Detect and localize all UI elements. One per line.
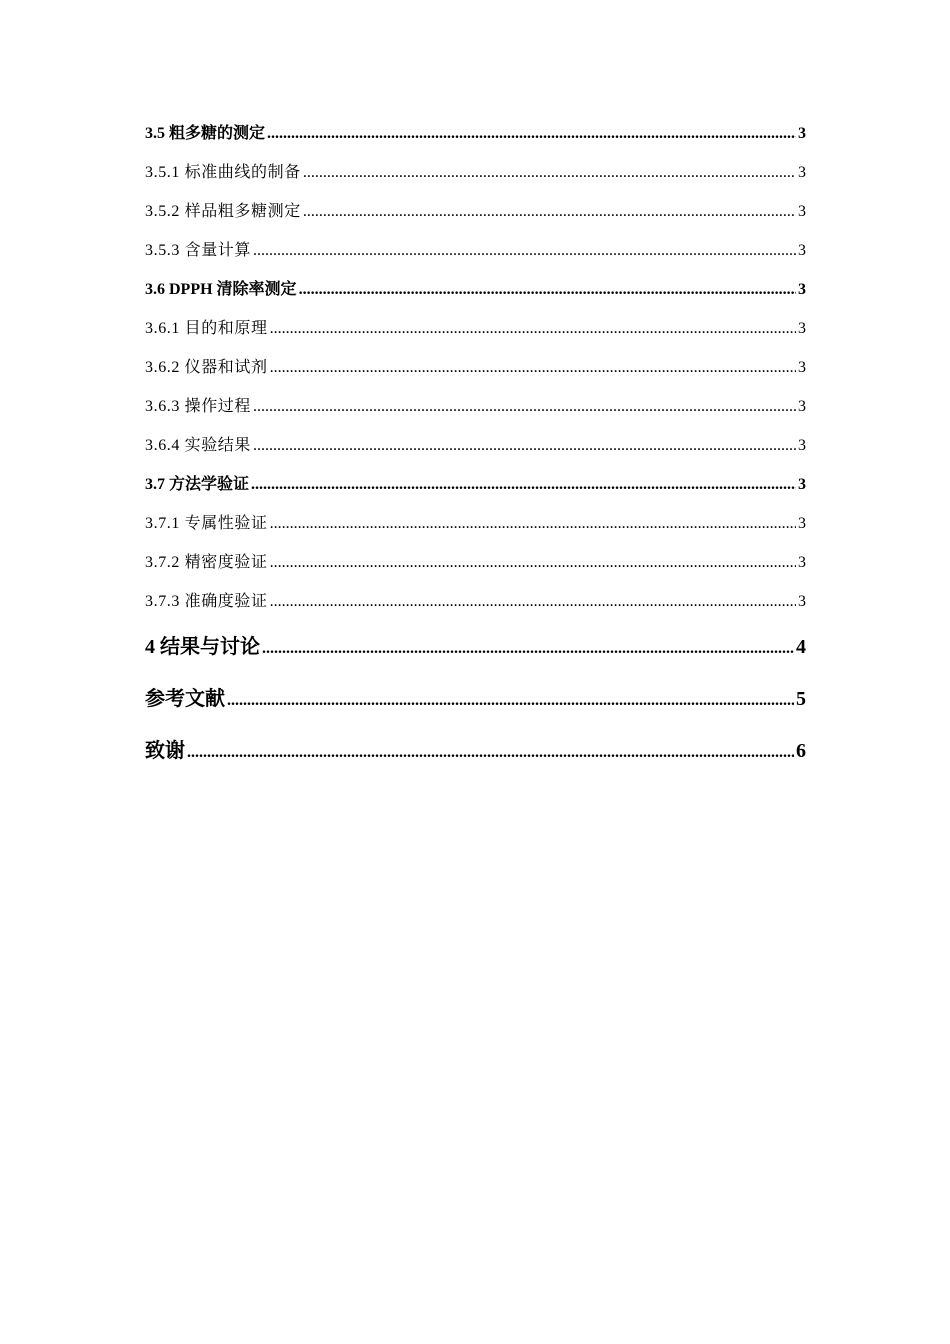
toc-entry-title: 3.6.4 实验结果 [145, 437, 252, 454]
toc-entry-3-5-2[interactable] [145, 192, 806, 231]
toc-entry-3-7-1[interactable] [145, 504, 806, 543]
toc-entry-page: 3 [798, 476, 806, 493]
toc-entry-page: 3 [798, 398, 806, 415]
toc-entry-title: 3.5.2 样品粗多糖测定 [145, 203, 301, 220]
toc-entry-title: 3.6 DPPH 清除率测定 [145, 281, 297, 298]
toc-entry-3-5-1[interactable] [145, 153, 806, 192]
toc-entry-page: 5 [796, 688, 806, 710]
toc-leader-dots [253, 387, 796, 426]
toc-entry-3-7[interactable] [145, 465, 806, 504]
toc-entry-3-7-3[interactable] [145, 582, 806, 621]
toc-leader-dots [299, 270, 796, 309]
toc-entry-3-6-3[interactable] [145, 387, 806, 426]
toc-entry-page: 3 [798, 164, 806, 181]
toc-leader-dots [187, 725, 794, 779]
toc-leader-dots [253, 426, 796, 465]
toc-leader-dots [253, 231, 796, 270]
toc-entry-3-6-4[interactable] [145, 426, 806, 465]
toc-entry-page: 6 [796, 740, 806, 762]
toc-leader-dots [270, 309, 796, 348]
toc-entry-title: 3.7.3 准确度验证 [145, 593, 268, 610]
toc-entry-title: 3.7.2 精密度验证 [145, 554, 268, 571]
toc-leader-dots [267, 114, 796, 153]
toc-entry-3-6-2[interactable] [145, 348, 806, 387]
toc-entry-3-6-1[interactable] [145, 309, 806, 348]
toc-entry-3-5[interactable] [145, 114, 806, 153]
toc-entry-3-5-3[interactable] [145, 231, 806, 270]
toc-entry-3-7-2[interactable] [145, 543, 806, 582]
toc-leader-dots [270, 504, 796, 543]
toc-entry-title: 3.6.3 操作过程 [145, 398, 252, 415]
toc-entry-references[interactable] [145, 673, 806, 725]
toc-entry-page: 3 [798, 203, 806, 220]
toc-entry-page: 3 [798, 125, 806, 142]
toc-leader-dots [270, 348, 796, 387]
toc-entry-page: 3 [798, 554, 806, 571]
toc-entry-title: 3.5.1 标准曲线的制备 [145, 164, 301, 181]
toc-leader-dots [270, 582, 796, 621]
toc-entry-chapter-4[interactable] [145, 621, 806, 673]
toc-entry-acknowledgements[interactable] [145, 725, 806, 777]
toc-leader-dots [251, 465, 796, 504]
toc-entry-page: 3 [798, 593, 806, 610]
toc-entry-page: 4 [796, 636, 806, 658]
toc-leader-dots [227, 673, 794, 727]
toc-entry-page: 3 [798, 359, 806, 376]
toc-entry-title: 致谢 [145, 740, 185, 762]
toc-entry-page: 3 [798, 242, 806, 259]
toc-entry-title: 3.6.1 目的和原理 [145, 320, 268, 337]
toc-entry-title: 3.7 方法学验证 [145, 476, 250, 493]
toc-entry-title: 参考文献 [145, 688, 225, 710]
toc-entry-page: 3 [798, 437, 806, 454]
toc-entry-page: 3 [798, 515, 806, 532]
toc-entry-page: 3 [798, 320, 806, 337]
toc-leader-dots [262, 621, 794, 675]
toc-leader-dots [270, 543, 796, 582]
toc-entry-title: 3.7.1 专属性验证 [145, 515, 268, 532]
toc-entry-3-6[interactable] [145, 270, 806, 309]
toc-leader-dots [303, 153, 796, 192]
toc-entry-title: 3.6.2 仪器和试剂 [145, 359, 268, 376]
toc-entry-title: 3.5.3 含量计算 [145, 242, 252, 259]
toc-entry-page: 3 [798, 281, 806, 298]
table-of-contents [145, 114, 806, 777]
toc-entry-title: 3.5 粗多糖的测定 [145, 125, 266, 142]
toc-leader-dots [303, 192, 796, 231]
toc-entry-title: 4 结果与讨论 [145, 636, 260, 658]
